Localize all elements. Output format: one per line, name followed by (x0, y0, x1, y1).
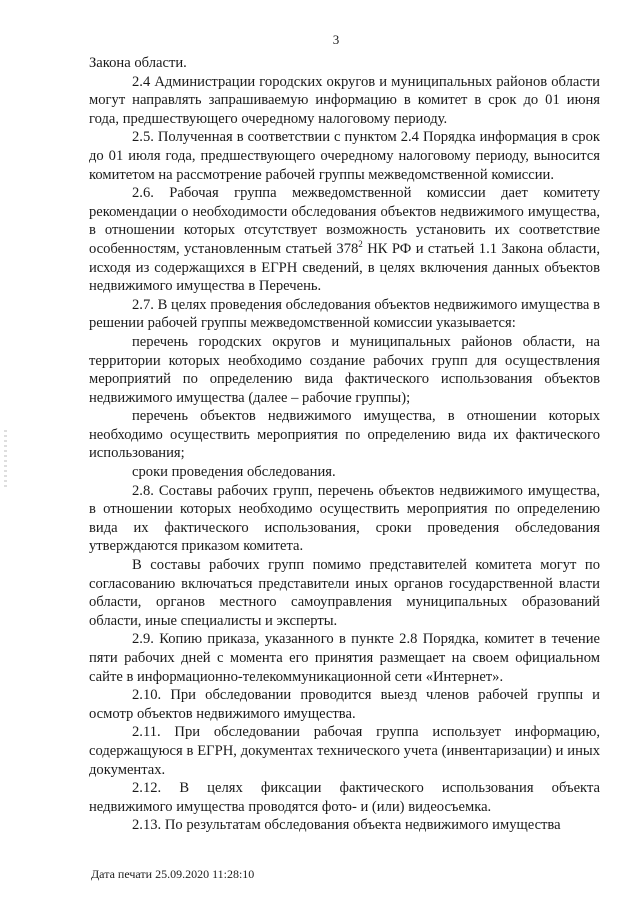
paragraph-2-4: 2.4 Администрации городских округов и муниципальных районов области могут направлять запрашиваемую информацию в комитет в срок до 01 июня года, предшествующего очередному налоговому периоду. (89, 73, 600, 127)
page-number: 3 (332, 32, 340, 47)
paragraph-2-9: 2.9. Копию приказа, указанного в пункте 2.8 Порядка, комитет в течение пяти рабочих дней с момента его принятия размещает на своем официальном сайте в информационно-телекоммуникационной сети «Интернет». (89, 631, 600, 685)
list-item-districts: перечень городских округов и муниципальных районов области, на территории которых необходимо создание рабочих групп для осуществления мероприятий по определению вида фактического использования объектов недвижимого имущества (далее – рабочие группы); (89, 333, 600, 406)
paragraph-2-12: 2.12. В целях фиксации фактического использования объекта недвижимого имущества проводятся фото- и (или) видеосъемка. (89, 780, 600, 815)
paragraph-2-7: 2.7. В целях проведения обследования объектов недвижимого имущества в решении рабочей группы межведомственной комиссии указывается: (89, 296, 600, 332)
paragraph-continuation: Закона области. (89, 55, 187, 71)
list-item-deadlines: сроки проведения обследования. (132, 464, 336, 481)
paragraph-2-6-text-before: 2.6. Рабочая группа межведомственной комиссии дает комитету рекомендации о необходимости обследования объектов недвижимого имущества, в отношении которых отсутствует возможность установить их соответствие особенностям, установленным статьей 378 (89, 185, 600, 257)
article-superscript: 2 (358, 239, 363, 250)
paragraph-2-8: 2.8. Составы рабочих групп, перечень объектов недвижимого имущества, в отношении которых необходимо осуществить мероприятия по определению вида их фактического использования, сроки проведения обследования утверждаются приказом комитета. (89, 482, 600, 555)
paragraph-2-5: 2.5. Полученная в соответствии с пунктом 2.4 Порядка информация в срок до 01 июля года, предшествующего очередному налоговому периоду, выносится комитетом на рассмотрение рабочей группы межведомственной комиссии. (89, 129, 600, 183)
document-body (89, 54, 600, 835)
paragraph-2-11: 2.11. При обследовании рабочая группа использует информацию, содержащуюся в ЕГРН, документах технического учета (инвентаризации) и иных документах. (89, 724, 600, 778)
paragraph-2-10: 2.10. При обследовании проводится выезд членов рабочей группы и осмотр объектов недвижимого имущества. (89, 687, 600, 722)
paragraph-2-13: 2.13. По результатам обследования объекта недвижимого имущества (132, 817, 561, 834)
paragraph-2-8-composition: В составы рабочих групп помимо представителей комитета могут по согласованию включаться представители иных органов государственной власти области, органов местного самоуправления муниципальных образований области, иные специалисты и эксперты. (89, 557, 600, 629)
list-item-objects: перечень объектов недвижимого имущества, в отношении которых необходимо осуществить мероприятия по определению вида их фактического использования; (89, 408, 600, 462)
print-date: Дата печати 25.09.2020 11:28:10 (91, 867, 255, 881)
scan-margin-mark (4, 430, 7, 490)
paragraph-2-6 (89, 184, 600, 296)
paragraph-2-6-text-after: НК РФ и статьей 1.1 Закона области, исходя из содержащихся в ЕГРН сведений, в целях включения данных объектов недвижимого имущества в Перечень. (89, 240, 600, 295)
